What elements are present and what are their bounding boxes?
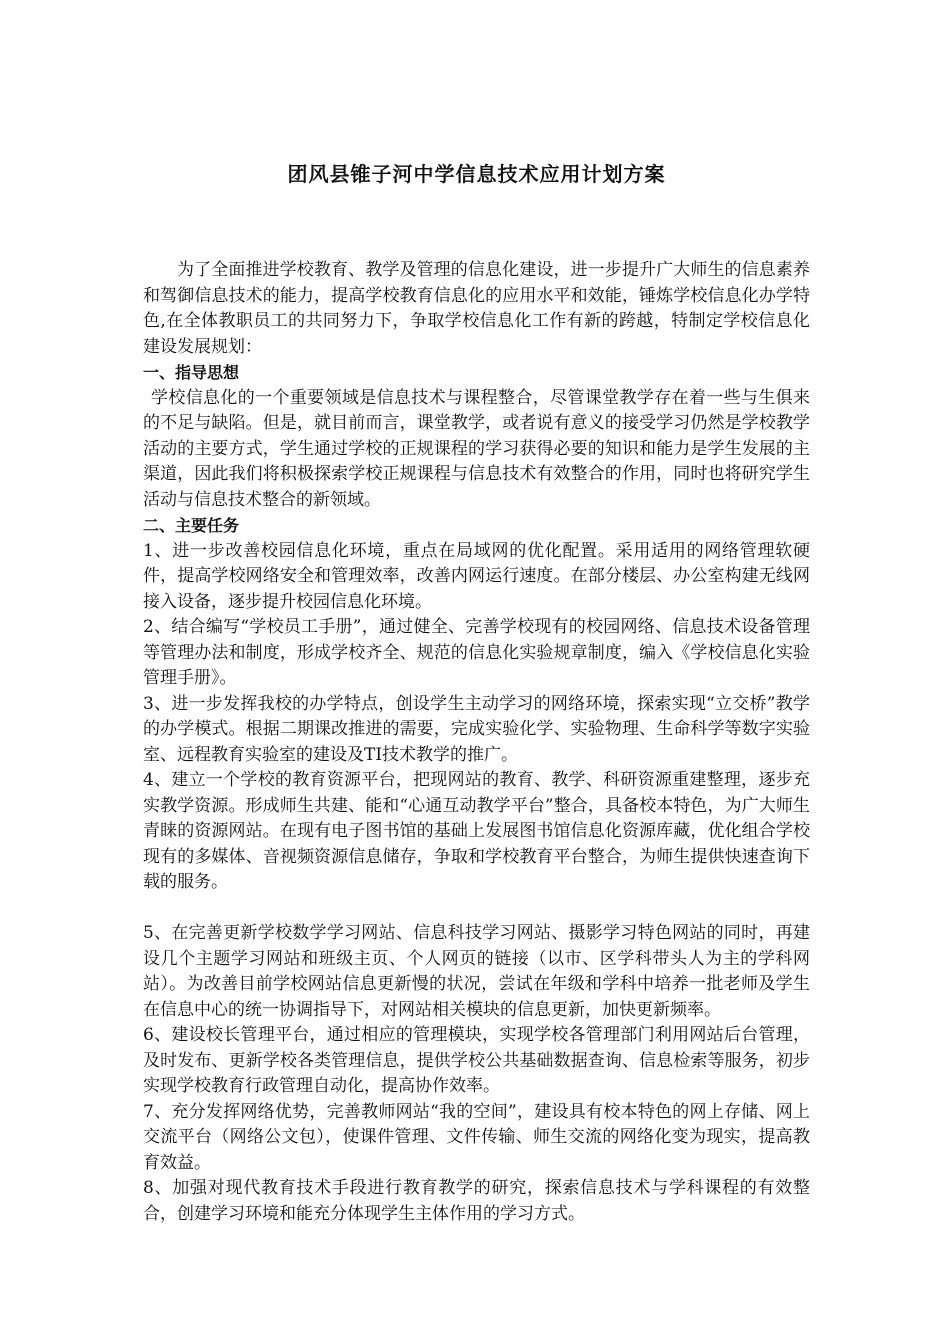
intro-paragraph: 为了全面推进学校教育、教学及管理的信息化建设，进一步提升广大师生的信息素养和驾御信息技术的能力，提高学校教育信息化的应用水平和效能，锤炼学校信息化办学特色,在全体教职员工的共同努力下，争取学校信息化工作有新的跨越，特制定学校信息化建设发展规划： xyxy=(143,260,810,357)
task-item-4: 4、建立一个学校的教育资源平台，把现网站的教育、教学、科研资源重建整理，逐步充实教学资源。形成师生共建、能和“心通互动教学平台”整合，具备校本特色，为广大师生青睐的资源网站。在现有电子图书馆的基础上发展图书馆信息化资源库藏，优化组合学校现有的多媒体、音视频资源信息储存，争取和学校教育平台整合，为师生提供快速查询下载的服务。 xyxy=(143,770,810,892)
document-title: 团风县锥子河中学信息技术应用计划方案 xyxy=(287,162,666,186)
task-item-7: 7、充分发挥网络优势，完善教师网站“我的空间”，建设具有校本特色的网上存储、网上交流平台（网络公文包），使课件管理、文件传输、师生交流的网络化变为现实，提高教育效益。 xyxy=(143,1101,810,1173)
task-item-5: 5、在完善更新学校数学学习网站、信息科技学习网站、摄影学习特色网站的同时，再建设几个主题学习网站和班级主页、个人网页的链接（以市、区学科带头人为主的学科网站）。为改善目前学校网站信息更新慢的状况，尝试在年级和学科中培养一批老师及学生在信息中心的统一协调指导下，对网站相关模块的信息更新，加快更新频率。 xyxy=(143,923,810,1020)
paragraph-gap xyxy=(143,896,810,922)
task-item-1: 1、进一步改善校园信息化环境，重点在局域网的优化配置。采用适用的网络管理软硬件，提高学校网络安全和管理效率，改善内网运行速度。在部分楼层、办公室构建无线网接入设备，逐步提升校园信息化环境。 xyxy=(143,540,810,612)
section-heading-guiding-ideology: 一、指导思想 xyxy=(143,363,240,382)
document-body xyxy=(143,258,810,1227)
task-item-8: 8、加强对现代教育技术手段进行教育教学的研究，探索信息技术与学科课程的有效整合，创建学习环境和能充分体现学生主体作用的学习方式。 xyxy=(143,1178,810,1224)
section-heading-main-tasks: 二、主要任务 xyxy=(143,516,240,535)
task-item-6: 6、建设校长管理平台，通过相应的管理模块，实现学校各管理部门利用网站后台管理，及时发布、更新学校各类管理信息，提供学校公共基础数据查询、信息检索等服务，初步实现学校教育行政管理自动化，提高协作效率。 xyxy=(143,1025,810,1096)
task-item-2: 2、结合编写“学校员工手册”，通过健全、完善学校现有的校园网络、信息技术设备管理等管理办法和制度，形成学校齐全、规范的信息化实验规章制度，编入《学校信息化实验管理手册》。 xyxy=(143,617,810,688)
section-paragraph-guiding-ideology: 学校信息化的一个重要领域是信息技术与课程整合，尽管课堂教学存在着一些与生俱来的不足与缺陷。但是，就目前而言，课堂教学，或者说有意义的接受学习仍然是学校教学活动的主要方式，学生通过学校的正规课程的学习获得必要的知识和能力是学生发展的主渠道，因此我们将积极探索学校正规课程与信息技术有效整合的作用，同时也将研究学生活动与信息技术整合的新领域。 xyxy=(143,387,810,510)
task-item-3: 3、进一步发挥我校的办学特点，创设学生主动学习的网络环境，探索实现“立交桥”教学的办学模式。根据二期课改推进的需要，完成实验化学、实验物理、生命科学等数字实验室、远程教育实验室的建设及TI技术教学的推广。 xyxy=(143,693,810,765)
document-page xyxy=(143,160,810,1227)
